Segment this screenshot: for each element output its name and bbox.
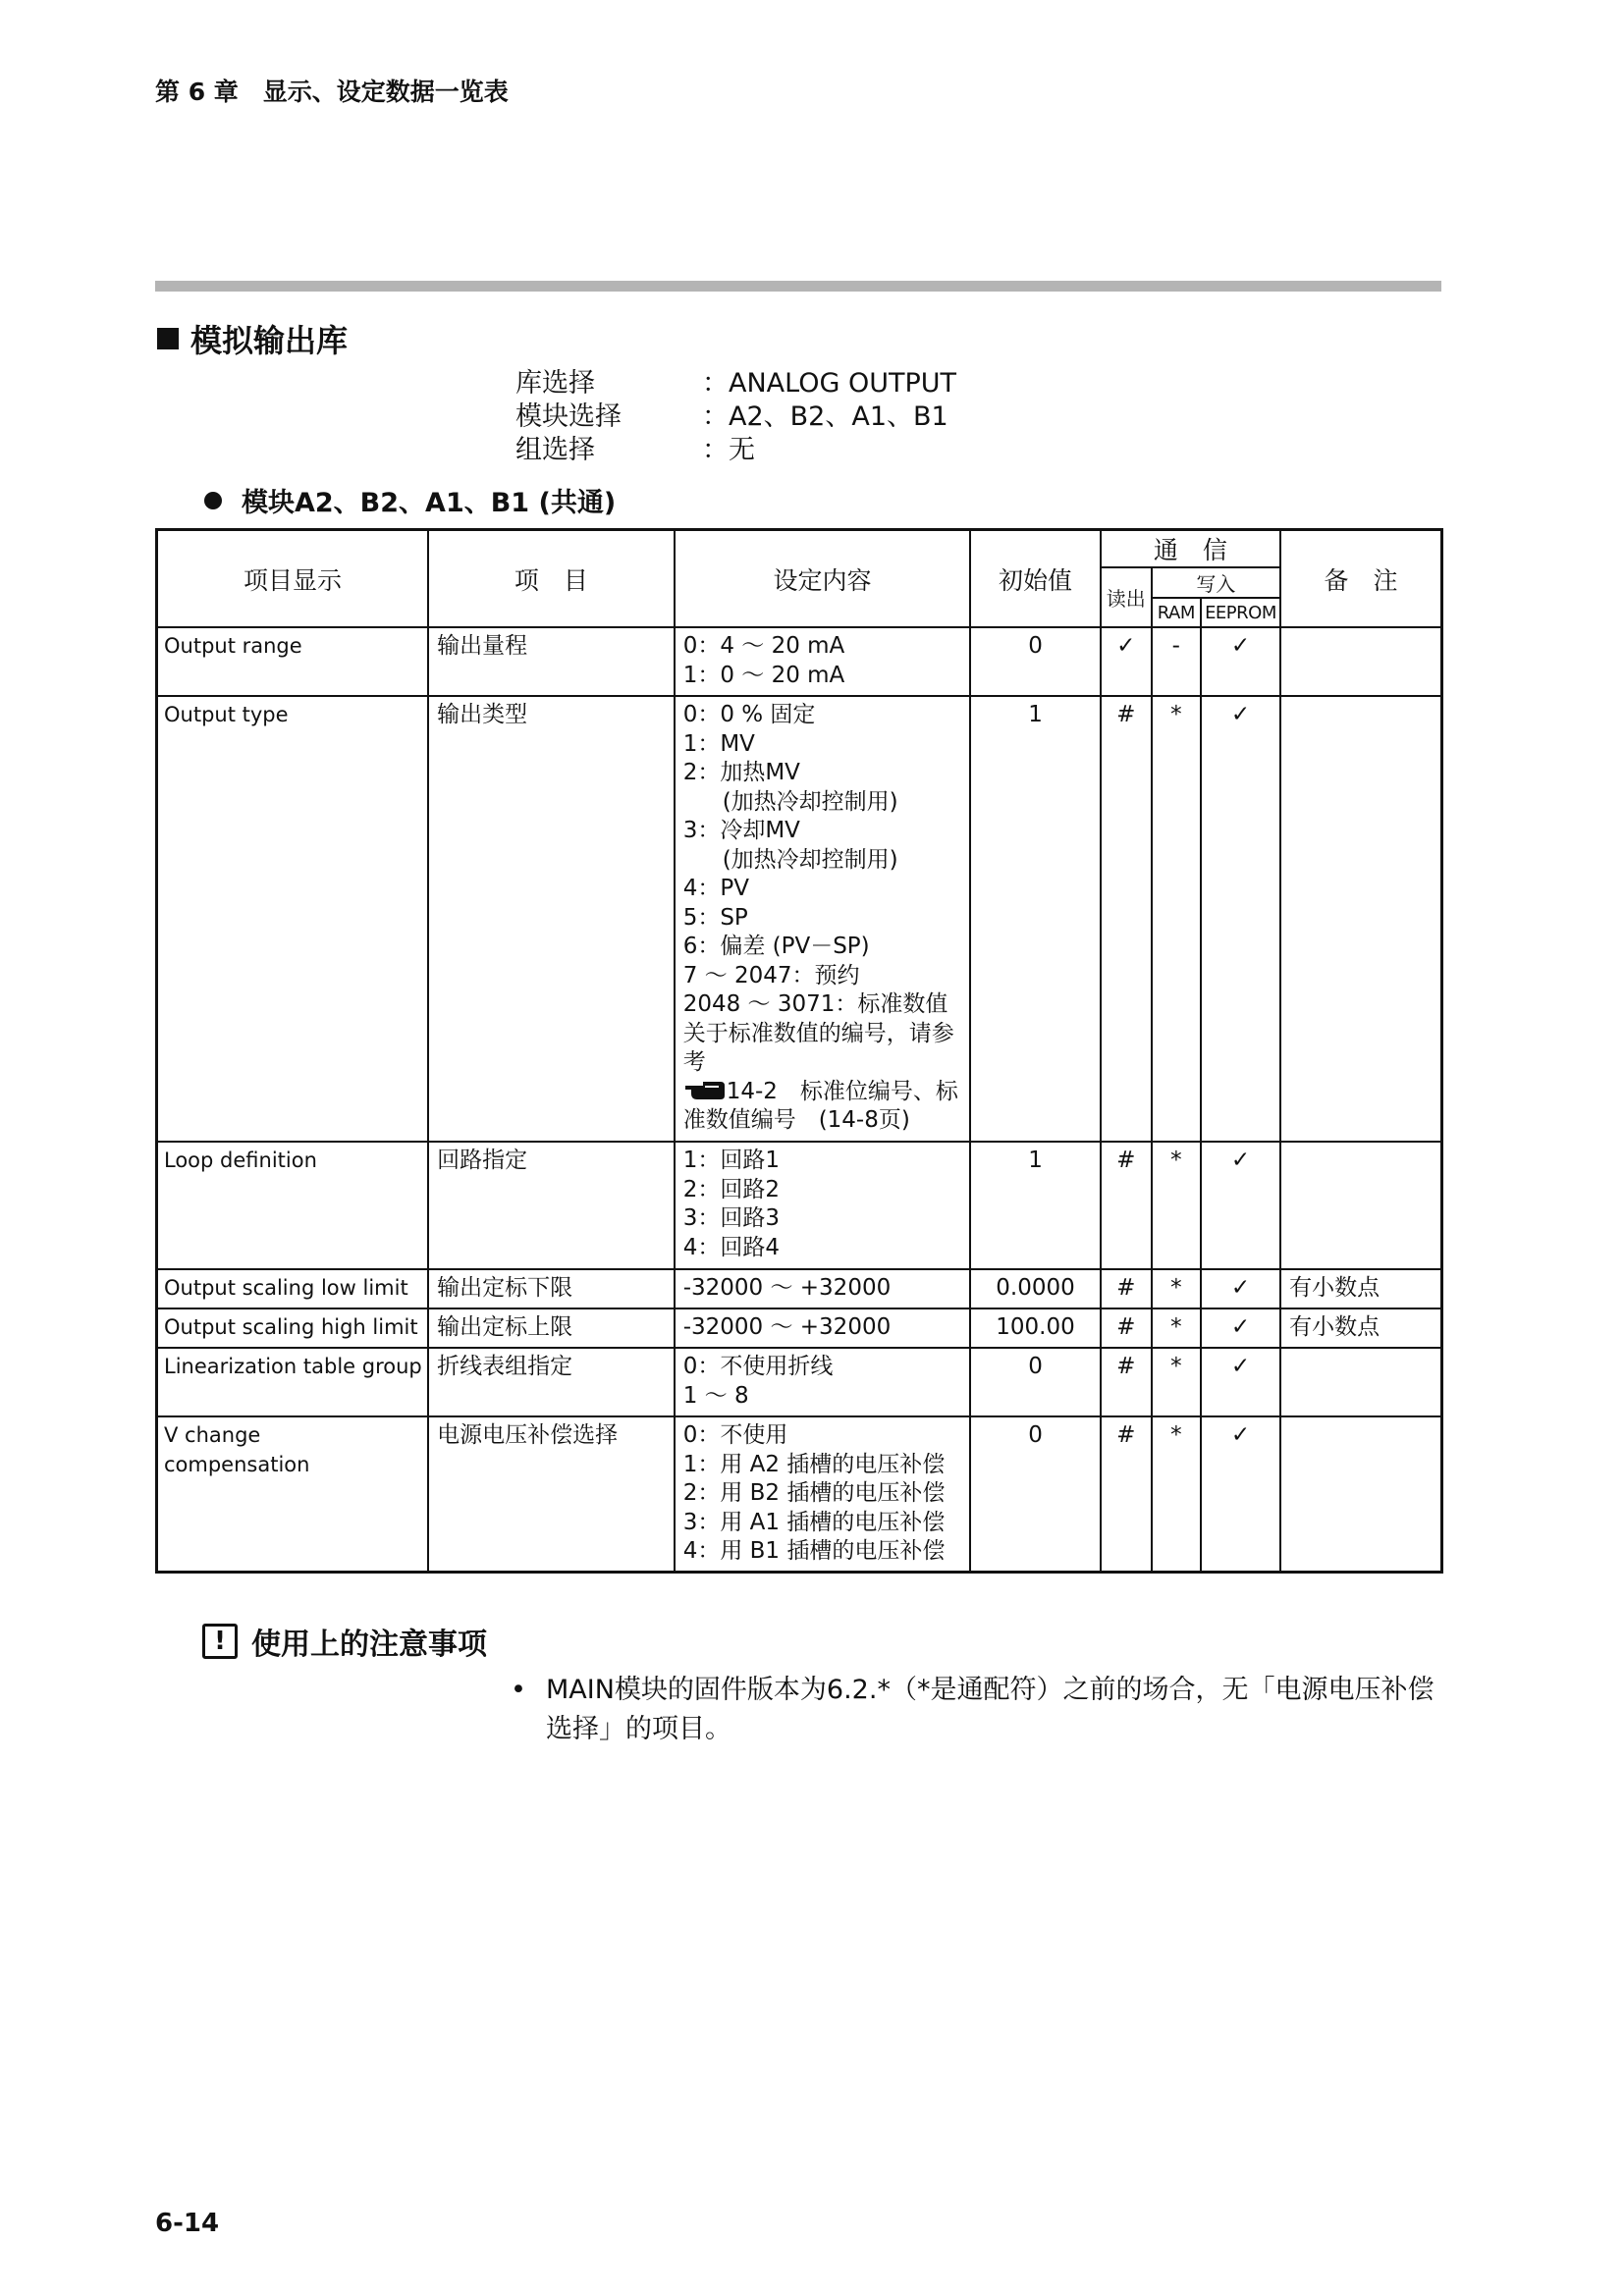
cell-ram: * (1152, 1269, 1201, 1308)
cell-initial: 0.0000 (970, 1269, 1100, 1308)
section-title-text: 模拟输出库 (190, 322, 349, 359)
content-line: 4：用 B1 插槽的电压补偿 (682, 1538, 946, 1564)
content-line: 2048 ～ 3071：标准数值 (682, 991, 948, 1017)
content-line: 3：回路3 (682, 1205, 780, 1231)
cell-initial: 1 (970, 696, 1100, 1142)
cell-eeprom: ✓ (1201, 1142, 1280, 1269)
content-line: 0：不使用折线 (682, 1354, 834, 1379)
cell-item (428, 627, 675, 696)
section-divider (155, 281, 1441, 292)
selection-value: ：A2、B2、A1、B1 (702, 401, 948, 432)
reference-text: 14-2 标准位编号、标准数值编号 (14-8页) (682, 1078, 958, 1133)
content-line: 4：回路4 (682, 1234, 780, 1260)
display-line: Linearization table group (164, 1355, 422, 1378)
item-text: 回路指定 (437, 1148, 528, 1173)
table-row (157, 1348, 1442, 1416)
cell-content (675, 627, 971, 696)
cell-read: # (1101, 1348, 1152, 1416)
cell-eeprom: ✓ (1201, 1308, 1280, 1348)
cell-remarks (1280, 1416, 1441, 1572)
cell-ram: - (1152, 627, 1201, 696)
notes-title: 使用上的注意事项 (251, 1628, 487, 1662)
header-remarks: 备 注 (1280, 530, 1441, 628)
display-line: Output scaling high limit (164, 1315, 418, 1339)
cell-eeprom: ✓ (1201, 627, 1280, 696)
header-read: 读出 (1101, 567, 1152, 627)
cell-remarks (1280, 1348, 1441, 1416)
content-line: 5：SP (682, 904, 748, 931)
cell-ram: * (1152, 696, 1201, 1142)
round-bullet-icon (204, 492, 222, 509)
content-line: 1 ～ 8 (682, 1382, 749, 1409)
cell-remarks (1280, 627, 1441, 696)
content-line: 3：用 A1 插槽的电压补偿 (682, 1509, 946, 1535)
content-line: 4：PV (682, 876, 749, 901)
cell-content (675, 1142, 971, 1269)
item-text: 电源电压补偿选择 (437, 1422, 619, 1448)
chapter-heading: 第 6 章 显示、设定数据一览表 (155, 78, 509, 106)
page-number: 6-14 (155, 2209, 220, 2238)
cell-display (157, 1269, 429, 1308)
table-row (157, 1308, 1442, 1348)
cell-remarks (1280, 1142, 1441, 1269)
square-bullet-icon (157, 328, 179, 349)
table-row (157, 1416, 1442, 1572)
header-item: 项 目 (428, 530, 675, 628)
cell-display (157, 696, 429, 1142)
content-line: 2：用 B2 插槽的电压补偿 (682, 1480, 946, 1506)
display-line: Loop definition (164, 1148, 317, 1172)
selection-value: ：无 (702, 435, 755, 465)
content-line: -32000 ～ +32000 (682, 1314, 892, 1340)
content-line: 6：偏差 (PV－SP) (682, 934, 870, 959)
cell-eeprom: ✓ (1201, 1416, 1280, 1572)
cell-display (157, 1416, 429, 1572)
cell-read: # (1101, 1308, 1152, 1348)
item-text: 输出类型 (437, 702, 528, 727)
item-text: 折线表组指定 (437, 1354, 573, 1379)
header-content: 设定内容 (675, 530, 971, 628)
content-line: 关于标准数值的编号，请参考 (682, 1020, 954, 1075)
content-line: 0：0 % 固定 (682, 702, 816, 727)
selection-label: 组选择 (515, 435, 595, 465)
cell-read: ✓ (1101, 627, 1152, 696)
content-line: (加热冷却控制用) (722, 788, 898, 815)
cell-content (675, 1269, 971, 1308)
notes-heading (202, 1620, 487, 1663)
cell-ram: * (1152, 1142, 1201, 1269)
cell-initial: 100.00 (970, 1308, 1100, 1348)
content-line: 1：用 A2 插槽的电压补偿 (682, 1451, 946, 1477)
cell-initial: 0 (970, 1348, 1100, 1416)
item-text: 输出定标下限 (437, 1275, 573, 1301)
item-text: 输出定标上限 (437, 1314, 573, 1340)
cell-item (428, 1416, 675, 1572)
content-line: 3：冷却MV (682, 818, 800, 843)
cell-eeprom: ✓ (1201, 1348, 1280, 1416)
cell-read: # (1101, 1269, 1152, 1308)
content-line: 0：不使用 (682, 1422, 788, 1448)
cell-content (675, 696, 971, 1142)
content-line: 1：0 ～ 20 mA (682, 662, 845, 688)
selection-label: 模块选择 (515, 401, 622, 432)
table-body (157, 627, 1442, 1572)
cell-remarks: 有小数点 (1280, 1269, 1441, 1308)
table-row (157, 1142, 1442, 1269)
header-write: 写入 (1152, 567, 1280, 598)
item-text: 输出量程 (437, 633, 528, 659)
content-line: 1：回路1 (682, 1148, 780, 1173)
header-eeprom: EEPROM (1201, 598, 1280, 627)
cell-item (428, 1308, 675, 1348)
display-line: Output range (164, 634, 302, 658)
table-row (157, 696, 1442, 1142)
cell-eeprom: ✓ (1201, 1269, 1280, 1308)
cell-content (675, 1416, 971, 1572)
content-line: 2：回路2 (682, 1176, 780, 1202)
display-line: compensation (164, 1452, 310, 1476)
cell-initial: 0 (970, 1416, 1100, 1572)
module-heading (204, 481, 616, 519)
header-initial: 初始值 (970, 530, 1100, 628)
cell-read: # (1101, 1142, 1152, 1269)
table-row (157, 1269, 1442, 1308)
display-line: Output scaling low limit (164, 1276, 408, 1300)
cell-display (157, 1308, 429, 1348)
cell-item (428, 1269, 675, 1308)
content-line: -32000 ～ +32000 (682, 1275, 892, 1301)
cell-remarks: 有小数点 (1280, 1308, 1441, 1348)
pointing-hand-icon (683, 1078, 727, 1101)
cell-initial: 1 (970, 1142, 1100, 1269)
cell-remarks (1280, 696, 1441, 1142)
content-line: 0：4 ～ 20 mA (682, 633, 845, 659)
cell-content (675, 1348, 971, 1416)
content-line: 2：加热MV (682, 760, 800, 785)
module-heading-text: 模块A2、B2、A1、B1 (共通) (242, 488, 617, 518)
cell-read: # (1101, 1416, 1152, 1572)
cell-ram: * (1152, 1416, 1201, 1572)
content-line: (加热冷却控制用) (722, 846, 898, 873)
table-row (157, 627, 1442, 696)
display-line: V change (164, 1423, 261, 1447)
cell-display (157, 627, 429, 696)
section-title (157, 316, 348, 361)
header-ram: RAM (1152, 598, 1201, 627)
exclamation-box-icon: ! (202, 1624, 238, 1659)
content-line: 1：MV (682, 730, 755, 757)
bullet-icon: • (511, 1675, 526, 1705)
cell-ram: * (1152, 1348, 1201, 1416)
cell-display (157, 1348, 429, 1416)
content-line: 7 ～ 2047：预约 (682, 962, 860, 988)
cell-content (675, 1308, 971, 1348)
selection-value: ：ANALOG OUTPUT (702, 368, 957, 399)
cell-eeprom: ✓ (1201, 696, 1280, 1142)
cell-item (428, 1348, 675, 1416)
display-line: Output type (164, 703, 289, 726)
reference-line (683, 1078, 962, 1136)
note-text: MAIN模块的固件版本为6.2.*（*是通配符）之前的场合，无「电源电压补偿选择」的项目。 (546, 1675, 1435, 1744)
cell-read: # (1101, 696, 1152, 1142)
header-communication: 通 信 (1101, 530, 1280, 568)
cell-item (428, 1142, 675, 1269)
cell-initial: 0 (970, 627, 1100, 696)
cell-ram: * (1152, 1308, 1201, 1348)
cell-display (157, 1142, 429, 1269)
selection-label: 库选择 (515, 368, 595, 399)
header-display: 项目显示 (157, 530, 429, 628)
settings-table (155, 528, 1443, 1574)
cell-item (428, 696, 675, 1142)
